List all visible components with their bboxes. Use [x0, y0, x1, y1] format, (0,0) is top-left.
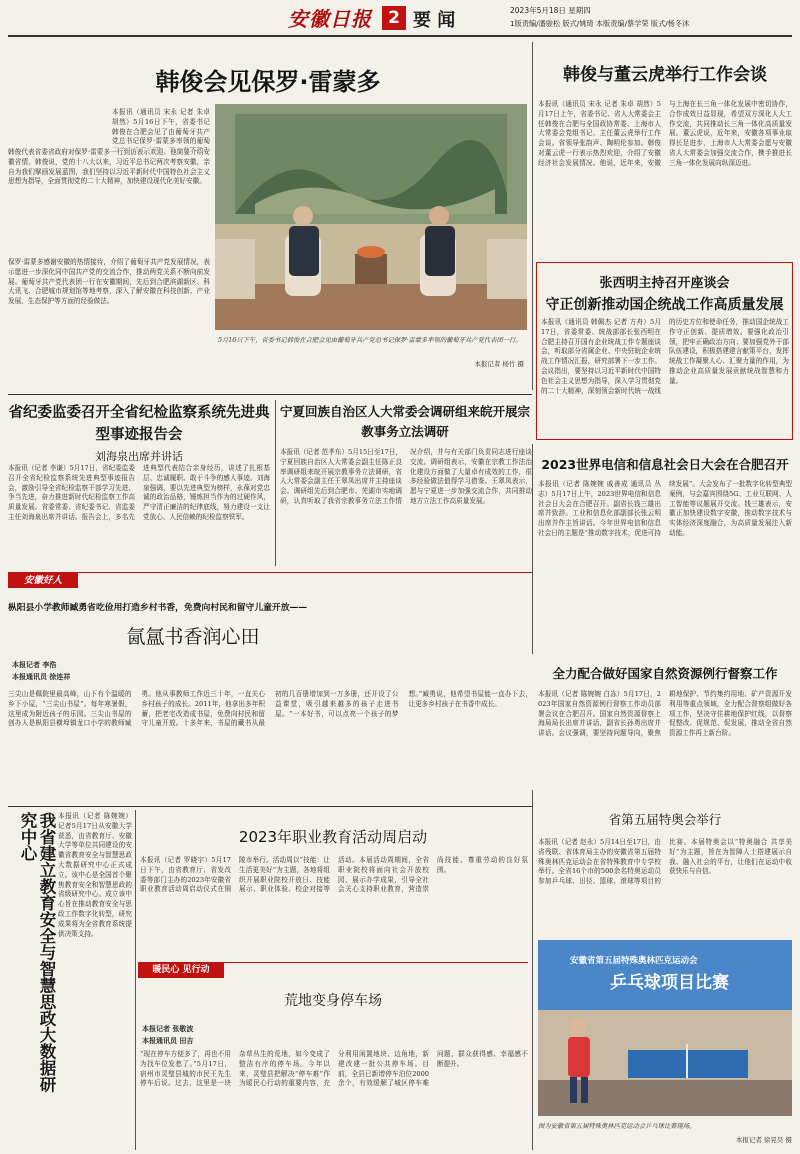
article-4-title: 省纪委监委召开全省纪检监察系统先进典型事迹报告会	[8, 405, 270, 443]
page-number-badge	[382, 6, 406, 30]
headline-hanjun-meets: 韩俊会见保罗·雷蒙多	[155, 68, 381, 96]
anhui-good-people-label	[8, 573, 78, 588]
masthead-rule	[8, 35, 792, 37]
anhui-good-people-banner	[8, 572, 532, 584]
special-olympics-banner-text-2: 乒乓球项目比赛	[610, 973, 729, 993]
article-8-byline-2: 本报通讯员 徐连祥	[12, 672, 71, 681]
article-9-title: 我省建立教育安全与智慧思政大数据研究中心	[18, 812, 56, 1093]
editor-credits: 1版责编/潘骏松 版式/姚琦 本版责编/蔡学荣 版式/杨冬沐	[510, 19, 690, 28]
headline-discipline-report	[8, 402, 270, 446]
article-2-body: 本报讯（通讯员 宋永 记者 朱卓 胡然）5月17日上午，省委书记、省人大常委会主任韩俊在合肥与全国政协常委、上海市人大常委会党组书记、主任董云虎举行工作会谈。省领导张韵声、陶明伦参加。韩俊对董云虎一行表示热烈欢迎，介绍了安徽经济社会发展情况。他说，近年来，安徽与上海在长三角一体化发展中密切协作，合作成效日益显现，希望双方深化人大工作交流，共同推动长三角一体化高质量发展。董云虎说，近年来，安徽各项事业取得长足进步，上海市人大常委会愿与安徽省人大常委会加强交流合作，携手推进长三角一体化发展向纵深迈进。	[538, 100, 792, 167]
article-9-body: 本报讯（记者 陈婉婉）记者5月17日从安徽大学获悉，由省教育厅、安徽大学等单位共同建设的安徽省教育安全与智慧思政大数据研究中心正式成立。该中心是全国首个聚焦教育安全和智慧思政的省级研究中心。成立该中心旨在推动教育安全与思政工作数字化转型，研究成果将为全省教育系统提供决策支持。	[58, 812, 132, 938]
column-divider-4	[135, 810, 136, 1150]
article-12-body: “现在停车方便多了，再也不用为找车位发愁了。”5月17日，宿州市灵璧县城的市民王先生停车后说。过去，这里是一块杂草丛生的荒地，如今变成了整洁有序的停车场。今年以来，灵璧县把解决“停车难”作为暖民心行动的重要内容，充分利用闲置地块、边角地，新建改建一批公共停车场。目前，全县已新增停车泊位2000余个，有效缓解了城区停车难问题，群众获得感、幸福感不断提升。	[140, 1050, 528, 1088]
photo-credit: 本报记者 杨竹 摄	[474, 360, 524, 368]
headline-soe-united-front: 守正创新推动国企统战工作高质量发展	[545, 297, 784, 313]
meeting-photo-image	[215, 104, 527, 330]
section-rule-2	[8, 806, 532, 807]
article-12-byline-2: 本报通讯员 田吉	[142, 1036, 194, 1045]
article-5-title: 宁夏回族自治区人大常委会调研组来皖开展宗教事务立法调研	[279, 404, 530, 439]
headline-natural-resources: 全力配合做好国家自然资源例行督察工作	[552, 666, 778, 681]
photo-caption: 5月16日下午，省委书记韩俊在合肥会见由葡萄牙共产党总书记保罗·雷蒙多率领的葡萄牙共产党代表团一行。	[218, 337, 522, 344]
column-divider-3	[532, 444, 533, 654]
column-divider-1	[532, 42, 533, 390]
headline-zhangximing: 张西明主持召开座谈会	[599, 276, 730, 291]
article-7-body: 本报讯（记者 陈婉婉 白冻）5月17日，2023年国家自然资源例行督察工作动员部署会议在合肥召开。国家自然资源督察上海局局长出席并讲话，副省长孙勇出席并讲话。会议强调，要坚持问题导向，聚焦耕地保护、节约集约用地、矿产资源开发利用等重点领域，全力配合督察组做好各项工作，坚决守住耕地保护红线，以督察促整改、促规范、促发展，推动全省自然资源工作再上新台阶。	[538, 690, 792, 738]
special-olympics-caption: 图为安徽省第五届特殊奥林匹克运动会乒乓球比赛现场。	[538, 1123, 696, 1130]
masthead	[0, 0, 800, 34]
headline-special-olympics: 省第五届特奥会举行	[608, 812, 722, 827]
special-olympics-photo-image	[538, 940, 792, 1116]
headline-education-data-center	[16, 812, 56, 1102]
headline-ningxia	[278, 402, 532, 442]
warm-heart-label	[138, 963, 224, 978]
headline-book-fragrance: 氤氲书香润心田	[126, 626, 260, 648]
paper-name: 安徽日报	[288, 7, 372, 31]
special-olympics-photo	[538, 940, 792, 1116]
meeting-photo	[215, 104, 527, 330]
headline-hanjun-dongyunhu: 韩俊与董云虎举行工作会谈	[563, 65, 767, 85]
headline-parking-lot: 荒地变身停车场	[284, 993, 382, 1009]
article-1-body: 保罗·雷蒙多感谢安徽的热情接待，介绍了葡萄牙共产党发展情况，表示愿进一步深化同中国共产党的交流合作，推动两党关系不断向前发展。葡萄牙共产党代表团一行在安徽期间，先后到合肥滨湖新区、科大讯飞、合肥城市规划馆等地考察，深入了解安徽在科技创新、产业发展、生态保护等方面的经验做法。	[8, 258, 210, 306]
article-10-body: 本报讯（记者 罗晓宇）5月17日下午，由省教育厅、省发改委等部门主办的2023年安徽省职业教育活动周启动仪式在铜陵市举行。活动周以“技能：让生活更美好”为主题，各地将组织开展职业院校开放日、技能展示、职业体验、校企对接等活动。本届活动周期间，全省职业院校将面向社会开放校园、展示办学成果，引导全社会关心支持职业教育，营造崇尚技能、尊重劳动的良好氛围。	[140, 856, 528, 894]
article-8-body: 三尖山是佩院里最高峰，山下有个温暖的乡下小屋，“三尖山书屋”。每年寒暑假，这里成为附近孩子的乐园。三尖山书屋的创办人是枞阳县横埠镇龙口小学的教师臧勇。他从事教师工作近三十年，一直关心乡村孩子的成长。2011年，他拿出多年积蓄，把老宅改造成书屋，免费向村民和留守儿童开放。十多年来，书屋的藏书从最初的几百册增加到一万多册，还开设了公益课堂，吸引越来越多的孩子走进书屋。“一本好书，可以点亮一个孩子的梦想。”臧勇说，他希望书屋能一直办下去，让更多乡村孩子在书香中成长。	[8, 690, 532, 728]
article-1-lead-2: 韩俊代表省委省政府对保罗·雷蒙多一行到访表示欢迎。他简要介绍安徽省情，韩俊说，党的十八大以来，习近平总书记两次考察安徽，亲自为我们擘画发展蓝图，我们坚持以习近平新时代中国特色社会主义思想为指导，全面贯彻党的二十大精神，加快建设现代化美好安徽。	[8, 148, 210, 186]
special-olympics-banner-text: 安徽省第五届特殊奥林匹克运动会	[570, 956, 698, 966]
issue-date: 2023年5月18日 星期四	[510, 6, 591, 15]
subhead-liuhaiquan: 刘海泉出席并讲话	[95, 450, 183, 463]
column-label-2: 暖民心 见行动	[152, 965, 210, 975]
article-3-body: 本报讯（通讯员 韩佩杰 记者 方舟）5月17日，省委常委、统战部部长张西明在合肥主持召开国有企业统战工作专题座谈会，听取部分省属企业、中央驻皖企业统战工作情况汇报，研究部署下一步工作。会议指出，要坚持以习近平新时代中国特色社会主义思想为指导，深入学习贯彻党的二十大精神，深刻领会新时代统一战线的历史方位和使命任务，推动国企统战工作守正创新、提质增效。要强化政治引领，把牢正确政治方向；要加强党外干部队伍建设，积极搭建建言献策平台，发挥统战工作凝聚人心、汇聚力量的作用，为推动企业高质量发展贡献统战智慧和力量。	[541, 318, 789, 395]
article-11-body: 本报讯（记者 赵永）5月14日至17日，由省残联、省体育局主办的安徽省第五届特殊奥林匹克运动会在省特殊教育中专学校举行。全省16个市的500余名特奥运动员参加乒乓球、田径、篮球、滚球等项目的比赛。本届特奥会以“特奥融合 共享美好”为主题，旨在为智障人士搭建展示自我、融入社会的平台，让他们在运动中收获快乐与自信。	[538, 838, 792, 886]
article-12-byline-1: 本报记者 张敬波	[142, 1024, 194, 1033]
column-label: 安徽好人	[23, 575, 62, 586]
section-name: 要 闻	[413, 10, 456, 31]
column-divider-2	[275, 400, 276, 566]
headline-vocational-week: 2023年职业教育活动周启动	[238, 828, 428, 846]
article-5-body: 本报讯（记者 范孝东）5月15日至17日，宁夏回族自治区人大常委会副主任陈正良率调研组来皖开展宗教事务立法调研，省人大常委会副主任王翠凤出席并主持座谈会。调研组先后到合肥市、芜湖市实地调研，认真听取了我省宗教事务立法工作情况介绍，并与有关部门负责同志进行座谈交流。调研组表示，安徽在宗教工作法治化建设方面做了大量卓有成效的工作，很多经验做法值得学习借鉴。王翠凤表示，愿与宁夏进一步加强交流合作，共同推动地方立法工作高质量发展。	[280, 448, 532, 505]
special-olympics-credit: 本报记者 徐晃昊 摄	[735, 1136, 792, 1144]
section-rule-1	[8, 394, 532, 395]
article-6-body: 本报讯（记者 陈婉婉 戚善成 通讯员 丛志）5月17日上午，2023世界电信和信息社会日大会在合肥召开。副省长钱三雄出席并致辞。工业和信息化部副部长张云明出席并作主旨讲话。今年世界电信和信息社会日的主题是“推动数字技术，促进可持续发展”。大会发布了一批数字化转型典型案例，与会嘉宾围绕5G、工业互联网、人工智能等议题展开交流。钱三雄表示，安徽正加快建设数字安徽，推动数字技术与实体经济深度融合，为高质量发展注入新动能。	[538, 480, 792, 537]
column-divider-5	[532, 790, 533, 1150]
article-8-byline-1: 本报记者 李浩	[12, 660, 57, 669]
page-number: 2	[388, 8, 400, 28]
article-4-body: 本报讯（记者 李谦）5月17日，省纪委监委召开全省纪检监察系统先进典型事迹报告会，激励引导全省纪检监察干部学习先进、争当先进，奋力推进新时代纪检监察工作高质量发展。省委常委、省纪委书记、省监委主任刘海泉出席并讲话。报告会上，多名先进典型代表结合亲身经历，讲述了扎根基层、忠诚履职、敢于斗争的感人事迹。刘海泉强调，要以先进典型为榜样，永葆对党忠诚的政治品格，锤炼担当作为的过硬作风，严守清正廉洁的纪律底线，努力建设一支让党放心、人民信赖的纪检监察铁军。	[8, 464, 270, 521]
article-1-lead-1: 本报讯（通讯员 宋永 记者 朱卓 胡然）5月16日下午，省委书记韩俊在合肥会见了由葡萄牙共产党总书记保罗·雷蒙多率领的葡萄	[112, 108, 210, 146]
headline-telecom-day: 2023世界电信和信息社会日大会在合肥召开	[541, 457, 789, 472]
article-8-kicker: 枞阳县小学教师臧勇省吃俭用打造乡村书香，免费向村民和留守儿童开放——	[8, 603, 308, 613]
